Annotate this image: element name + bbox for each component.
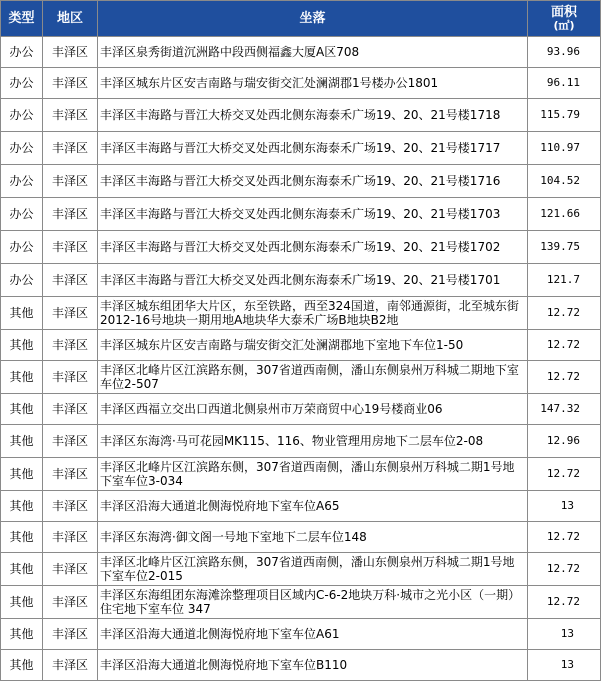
cell-size: 104.52 [528, 165, 601, 198]
cell-location: 丰泽区东海组团东海滩涂整理项目区域内C-6-2地块万科·城市之光小区（一期）住宅地下室车位 347 [98, 586, 528, 619]
cell-location: 丰泽区城东组团华大片区，东至铁路，西至324国道，南邻通源街，北至城东街2012-16号地块一期用地A地块华大泰禾广场B地块B2地 [98, 297, 528, 330]
cell-size: 12.72 [528, 586, 601, 619]
table-row [1, 264, 601, 297]
cell-type: 其他 [1, 458, 43, 491]
cell-type: 其他 [1, 553, 43, 586]
cell-area: 丰泽区 [43, 132, 98, 165]
cell-size: 93.96 [528, 37, 601, 68]
cell-location: 丰泽区丰海路与晋江大桥交叉处西北侧东海泰禾广场19、20、21号楼1702 [98, 231, 528, 264]
cell-area: 丰泽区 [43, 522, 98, 553]
cell-location: 丰泽区丰海路与晋江大桥交叉处西北侧东海泰禾广场19、20、21号楼1703 [98, 198, 528, 231]
cell-size: 96.11 [528, 68, 601, 99]
cell-size: 139.75 [528, 231, 601, 264]
header-row [1, 1, 601, 37]
cell-type: 办公 [1, 165, 43, 198]
cell-area: 丰泽区 [43, 553, 98, 586]
cell-area: 丰泽区 [43, 37, 98, 68]
cell-location: 丰泽区丰海路与晋江大桥交叉处西北侧东海泰禾广场19、20、21号楼1716 [98, 165, 528, 198]
cell-location: 丰泽区丰海路与晋江大桥交叉处西北侧东海泰禾广场19、20、21号楼1717 [98, 132, 528, 165]
cell-area: 丰泽区 [43, 458, 98, 491]
table-row [1, 132, 601, 165]
cell-type: 其他 [1, 619, 43, 650]
cell-size: 13 [528, 619, 601, 650]
table-row [1, 231, 601, 264]
cell-area: 丰泽区 [43, 394, 98, 425]
cell-size: 12.72 [528, 297, 601, 330]
cell-location: 丰泽区东海湾·御文阁一号地下室地下二层车位148 [98, 522, 528, 553]
table-row [1, 491, 601, 522]
cell-location: 丰泽区沿海大通道北侧海悦府地下室车位A61 [98, 619, 528, 650]
cell-location: 丰泽区北峰片区江滨路东侧，307省道西南侧，潘山东侧泉州万科城二期地下室车位2-507 [98, 361, 528, 394]
cell-location: 丰泽区沿海大通道北侧海悦府地下室车位A65 [98, 491, 528, 522]
table-row [1, 361, 601, 394]
cell-size: 12.72 [528, 553, 601, 586]
table-header [1, 1, 601, 37]
cell-type: 其他 [1, 425, 43, 458]
table-row [1, 37, 601, 68]
cell-area: 丰泽区 [43, 425, 98, 458]
cell-type: 其他 [1, 394, 43, 425]
cell-location: 丰泽区城东片区安吉南路与瑞安街交汇处澜湖郡1号楼办公1801 [98, 68, 528, 99]
cell-area: 丰泽区 [43, 330, 98, 361]
cell-size: 115.79 [528, 99, 601, 132]
table-row [1, 68, 601, 99]
cell-location: 丰泽区泉秀街道沉洲路中段西侧福鑫大厦A区708 [98, 37, 528, 68]
cell-area: 丰泽区 [43, 619, 98, 650]
cell-area: 丰泽区 [43, 264, 98, 297]
cell-size: 121.7 [528, 264, 601, 297]
table-row [1, 619, 601, 650]
cell-area: 丰泽区 [43, 297, 98, 330]
table-row [1, 394, 601, 425]
table-row [1, 297, 601, 330]
cell-type: 办公 [1, 132, 43, 165]
cell-area: 丰泽区 [43, 198, 98, 231]
cell-size: 13 [528, 491, 601, 522]
table-row [1, 165, 601, 198]
table-row [1, 330, 601, 361]
table-row [1, 198, 601, 231]
table-row [1, 553, 601, 586]
cell-area: 丰泽区 [43, 491, 98, 522]
header-area: 地区 [43, 1, 98, 37]
cell-size: 12.72 [528, 522, 601, 553]
cell-type: 其他 [1, 491, 43, 522]
table-body [1, 37, 601, 681]
cell-type: 办公 [1, 264, 43, 297]
table-row [1, 425, 601, 458]
header-size-unit: (㎡) [553, 18, 575, 32]
cell-location: 丰泽区北峰片区江滨路东侧，307省道西南侧，潘山东侧泉州万科城二期1号地下室车位2-015 [98, 553, 528, 586]
header-location: 坐落 [98, 1, 528, 37]
cell-location: 丰泽区丰海路与晋江大桥交叉处西北侧东海泰禾广场19、20、21号楼1701 [98, 264, 528, 297]
cell-area: 丰泽区 [43, 68, 98, 99]
cell-type: 办公 [1, 99, 43, 132]
header-size [528, 1, 601, 37]
cell-type: 其他 [1, 297, 43, 330]
cell-location: 丰泽区北峰片区江滨路东侧，307省道西南侧，潘山东侧泉州万科城二期1号地下室车位3-034 [98, 458, 528, 491]
cell-location: 丰泽区丰海路与晋江大桥交叉处西北侧东海泰禾广场19、20、21号楼1718 [98, 99, 528, 132]
cell-location: 丰泽区东海湾·马可花园MK115、116、物业管理用房地下二层车位2-08 [98, 425, 528, 458]
cell-type: 其他 [1, 650, 43, 681]
table-row [1, 586, 601, 619]
cell-type: 其他 [1, 586, 43, 619]
table-row [1, 650, 601, 681]
cell-type: 办公 [1, 198, 43, 231]
cell-type: 办公 [1, 37, 43, 68]
cell-type: 其他 [1, 330, 43, 361]
table-row [1, 99, 601, 132]
cell-size: 13 [528, 650, 601, 681]
cell-size: 121.66 [528, 198, 601, 231]
cell-area: 丰泽区 [43, 361, 98, 394]
cell-size: 12.72 [528, 458, 601, 491]
cell-type: 办公 [1, 231, 43, 264]
header-size-label: 面积 [550, 4, 577, 20]
cell-location: 丰泽区城东片区安吉南路与瑞安街交汇处澜湖郡地下室地下车位1-50 [98, 330, 528, 361]
cell-type: 其他 [1, 522, 43, 553]
cell-area: 丰泽区 [43, 650, 98, 681]
cell-size: 12.96 [528, 425, 601, 458]
cell-size: 110.97 [528, 132, 601, 165]
header-type: 类型 [1, 1, 43, 37]
table-row [1, 458, 601, 491]
cell-type: 其他 [1, 361, 43, 394]
cell-location: 丰泽区沿海大通道北侧海悦府地下室车位B110 [98, 650, 528, 681]
cell-area: 丰泽区 [43, 165, 98, 198]
cell-size: 12.72 [528, 330, 601, 361]
cell-area: 丰泽区 [43, 99, 98, 132]
cell-location: 丰泽区西福立交出口西道北侧泉州市万荣商贸中心19号楼商业06 [98, 394, 528, 425]
cell-type: 办公 [1, 68, 43, 99]
cell-size: 147.32 [528, 394, 601, 425]
table-row [1, 522, 601, 553]
cell-area: 丰泽区 [43, 231, 98, 264]
cell-size: 12.72 [528, 361, 601, 394]
cell-area: 丰泽区 [43, 586, 98, 619]
